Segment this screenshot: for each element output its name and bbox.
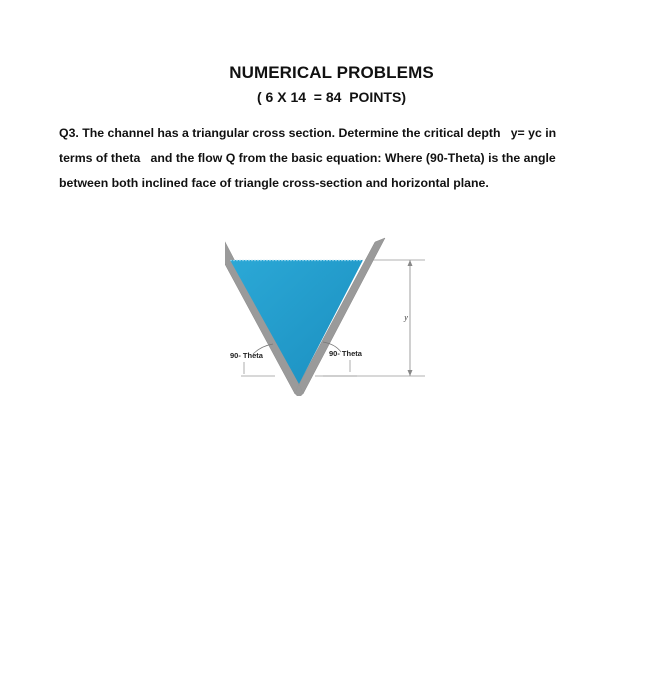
- depth-arrow-top: [408, 260, 413, 266]
- question-line: between both inclined face of triangle cross-section and horizontal plane.: [59, 176, 489, 190]
- triangular-channel-figure: [225, 236, 435, 396]
- right-angle-label: 90- Theta: [329, 349, 362, 358]
- channel-diagram: [225, 236, 435, 396]
- left-angle-label: 90- Theta: [230, 351, 263, 360]
- points-subtitle: ( 6 X 14 = 84 POINTS): [256, 89, 406, 105]
- question-line: Q3. The channel has a triangular cross section. Determine the critical depth y= yc in: [59, 126, 557, 140]
- question-line: terms of theta and the flow Q from the basic equation: Where (90-Theta) is the angle: [59, 151, 556, 165]
- page-title: NUMERICAL PROBLEMS: [229, 63, 434, 82]
- water-cross-section: [230, 260, 363, 384]
- depth-arrow-bottom: [408, 370, 413, 376]
- question-text: [59, 121, 611, 196]
- depth-label: y: [404, 313, 408, 322]
